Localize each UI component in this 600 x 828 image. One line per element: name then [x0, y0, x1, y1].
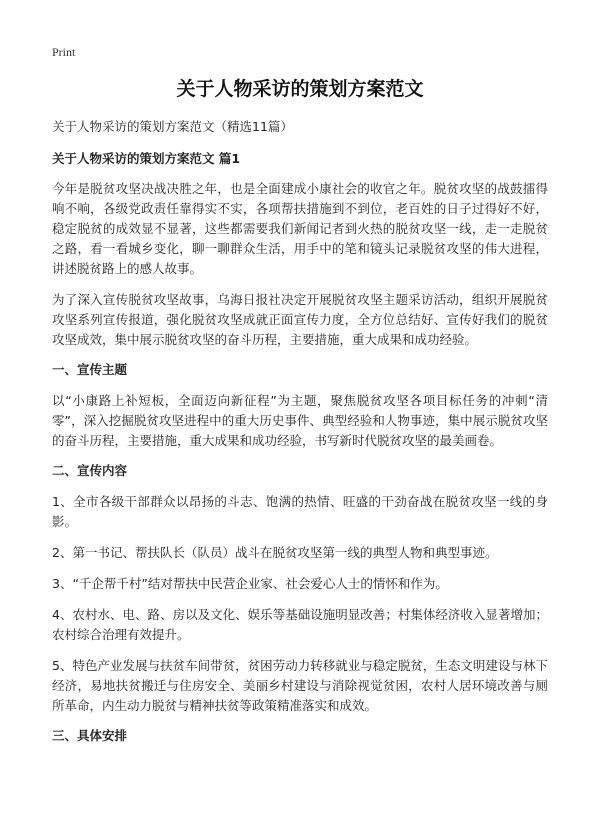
- content-item-3: 3、“千企帮千村”结对帮扶中民营企业家、社会爱心人士的情怀和作为。: [52, 576, 448, 591]
- intro-paragraph-1: 今年是脱贫攻坚决战决胜之年，也是全面建成小康社会的收官之年。脱贫攻坚的战鼓擂得响不响，各级党政责任靠得实不实，各项帮扶措施到不到位，老百姓的日子过得好不好，稳定脱贫的成效显不显著，这些都需要我们新闻记者到火热的脱贫攻坚一线，走一走脱贫之路，看一看城乡变化，聊一聊群众生活，用手中的笔和镜头记录脱贫攻坚的伟大进程，讲述脱贫路上的感人故事。: [52, 181, 548, 276]
- article-title: 关于人物采访的策划方案范文 篇1: [52, 151, 241, 166]
- content-item-2: 2、第一书记、帮扶队长（队员）战斗在脱贫攻坚第一线的典型人物和典型事迹。: [52, 545, 498, 560]
- print-label: Print: [52, 45, 76, 59]
- document-subtitle: 关于人物采访的策划方案范文（精选11篇）: [52, 119, 293, 134]
- content-item-1: 1、全市各级干部群众以昂扬的斗志、饱满的热情、旺盛的干劲奋战在脱贫攻坚一线的身影。: [52, 494, 548, 529]
- content-item-4: 4、农村水、电、路、房以及文化、娱乐等基础设施明显改善；村集体经济收入显著增加；农村综合治理有效提升。: [52, 607, 548, 642]
- theme-paragraph: 以“小康路上补短板，全面迈向新征程”为主题，聚焦脱贫攻坚各项目标任务的冲刺“清零”，深入挖掘脱贫攻坚进程中的重大历史事件、典型经验和人物事迹，集中展示脱贫攻坚的奋斗历程，主要措施，重大成果和成功经验，书写新时代脱贫攻坚的最美画卷。: [52, 393, 548, 448]
- section-heading-arrangement: 三、具体安排: [52, 728, 128, 743]
- content-item-5: 5、特色产业发展与扶贫车间带贫，贫困劳动力转移就业与稳定脱贫，生态文明建设与林下经济，易地扶贫搬迁与住房安全、美丽乡村建设与消除视觉贫困，农村人居环境改善与厕所革命，内生动力脱贫与精神扶贫等政策精准落实和成效。: [52, 658, 548, 713]
- page-title: 关于人物采访的策划方案范文: [176, 78, 424, 100]
- intro-paragraph-2: 为了深入宣传脱贫攻坚故事，乌海日报社决定开展脱贫攻坚主题采访活动，组织开展脱贫攻坚系列宣传报道，强化脱贫攻坚成就正面宣传力度，全方位总结好、宣传好我们的脱贫攻坚成效，集中展示脱贫攻坚的奋斗历程，主要措施，重大成果和成功经验。: [52, 292, 548, 347]
- section-heading-theme: 一、宣传主题: [52, 362, 128, 377]
- section-heading-content: 二、宣传内容: [52, 463, 128, 478]
